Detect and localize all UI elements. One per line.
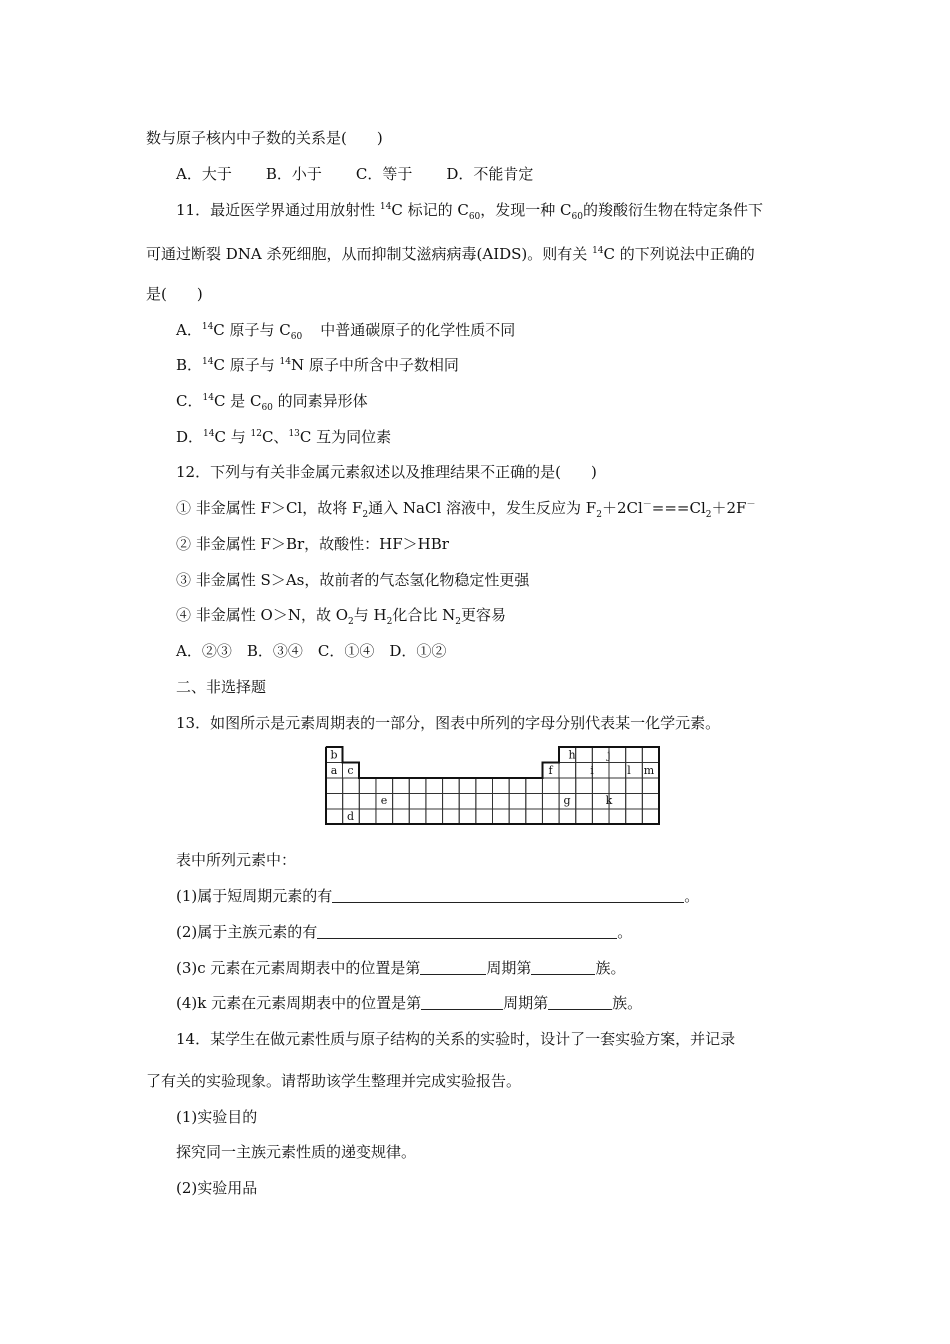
answer-blank[interactable] bbox=[332, 887, 684, 903]
table-cell bbox=[609, 778, 626, 794]
table-cell bbox=[409, 809, 426, 825]
table-cell bbox=[359, 809, 376, 825]
element-k: k bbox=[605, 794, 613, 807]
table-cell bbox=[426, 809, 443, 825]
table-cell bbox=[376, 809, 393, 825]
table-cell bbox=[592, 763, 609, 779]
table-cell bbox=[626, 747, 643, 763]
element-l: l bbox=[627, 764, 631, 777]
answer-blank[interactable] bbox=[317, 923, 617, 939]
q14-stem-line1: 14．某学生在做元素性质与原子结构的关系的实验时，设计了一套实验方案，并记录 bbox=[176, 1030, 736, 1048]
table-cell bbox=[509, 794, 526, 810]
table-cell bbox=[443, 778, 460, 794]
q10-option-d: D．不能肯定 bbox=[446, 165, 534, 183]
q12-statement-2: ② 非金属性 F＞Br，故酸性：HF＞HBr bbox=[176, 535, 449, 553]
table-cell bbox=[542, 778, 559, 794]
periodic-table-figure bbox=[325, 746, 660, 826]
section-heading: 二、非选择题 bbox=[176, 678, 267, 696]
table-cell bbox=[592, 809, 609, 825]
table-cell bbox=[443, 794, 460, 810]
q10-option-a: A．大于 bbox=[176, 165, 232, 183]
table-cell bbox=[509, 809, 526, 825]
table-cell bbox=[376, 778, 393, 794]
table-cell bbox=[576, 809, 593, 825]
answer-blank[interactable] bbox=[531, 959, 595, 975]
element-a: a bbox=[330, 764, 338, 777]
answer-blank[interactable] bbox=[548, 994, 612, 1010]
q11-stem-line3: 是( ) bbox=[146, 285, 203, 303]
table-cell bbox=[443, 809, 460, 825]
table-cell bbox=[642, 778, 659, 794]
q14-heading-purpose: (1)实验目的 bbox=[176, 1108, 258, 1126]
table-cell bbox=[559, 778, 576, 794]
element-d: d bbox=[346, 810, 355, 823]
element-j: j bbox=[607, 748, 611, 762]
table-cell bbox=[476, 794, 493, 810]
table-cell bbox=[359, 794, 376, 810]
q13-part-3: (3)c 元素在元素周期表中的位置是第 周期第 族。 bbox=[176, 959, 626, 977]
element-c: c bbox=[347, 764, 354, 777]
table-cell bbox=[326, 778, 343, 794]
table-cell bbox=[542, 794, 559, 810]
table-cell bbox=[493, 809, 510, 825]
table-cell bbox=[476, 778, 493, 794]
table-cell bbox=[626, 809, 643, 825]
q10-options bbox=[176, 164, 567, 184]
table-cell bbox=[476, 809, 493, 825]
q12-stem: 12．下列与有关非金属元素叙述以及推理结果不正确的是( ) bbox=[176, 463, 597, 481]
table-cell bbox=[493, 778, 510, 794]
q10-option-c: C．等于 bbox=[355, 165, 413, 183]
table-cell bbox=[343, 794, 360, 810]
table-cell bbox=[409, 794, 426, 810]
element-e: e bbox=[380, 794, 388, 807]
table-cell bbox=[509, 778, 526, 794]
table-cell bbox=[526, 778, 543, 794]
table-cell bbox=[426, 778, 443, 794]
table-cell bbox=[609, 747, 626, 763]
element-i: i bbox=[590, 764, 594, 777]
q11-option-c: C．$^{14}$C 是 $C_{60}$ 的同素异形体 bbox=[176, 392, 368, 413]
table-cell bbox=[359, 778, 376, 794]
q11-option-b: B．$^{14}$C 原子与 $^{14}$N 原子中所含中子数相同 bbox=[176, 356, 459, 374]
q12-statement-1: ① 非金属性 F＞Cl，故将 $F_2$通入 NaCl 溶液中，发生反应为 $F_2+2Cl^-===Cl_2+2F^-$ bbox=[176, 499, 756, 520]
element-f: f bbox=[548, 764, 553, 777]
table-cell bbox=[393, 778, 410, 794]
table-cell bbox=[592, 778, 609, 794]
q12-answer-options: A．②③ B．③④ C．①④ D．①② bbox=[176, 642, 447, 660]
table-cell bbox=[576, 747, 593, 763]
q11-stem-line1: 11．最近医学界通过用放射性 $^{14}$C 标记的 $C_{60}$，发现一种 $C_{60}$的羧酸衍生物在特定条件下 bbox=[176, 201, 763, 222]
table-cell bbox=[542, 809, 559, 825]
q11-stem-line2: 可通过断裂 DNA 杀死细胞，从而抑制艾滋病病毒(AIDS)。则有关 $^{14}$C 的下列说法中正确的 bbox=[146, 245, 755, 263]
q10-option-b: B．小于 bbox=[265, 165, 322, 183]
table-cell bbox=[609, 809, 626, 825]
table-cell bbox=[576, 794, 593, 810]
q13-intro: 表中所列元素中： bbox=[176, 851, 297, 869]
table-cell bbox=[526, 794, 543, 810]
table-cell bbox=[459, 794, 476, 810]
table-cell bbox=[626, 794, 643, 810]
table-cell bbox=[559, 809, 576, 825]
table-cell bbox=[409, 778, 426, 794]
element-b: b bbox=[330, 748, 338, 762]
q13-part-2: (2)属于主族元素的有 。 bbox=[176, 923, 633, 941]
q10-stem: 数与原子核内中子数的关系是( ) bbox=[146, 129, 383, 147]
table-cell bbox=[343, 778, 360, 794]
table-cell bbox=[642, 747, 659, 763]
table-cell bbox=[526, 809, 543, 825]
table-cell bbox=[609, 763, 626, 779]
table-cell bbox=[393, 809, 410, 825]
q13-stem: 13．如图所示是元素周期表的一部分，图表中所列的字母分别代表某一化学元素。 bbox=[176, 714, 721, 732]
table-cell bbox=[393, 794, 410, 810]
q12-statement-3: ③ 非金属性 S＞As，故前者的气态氢化物稳定性更强 bbox=[176, 571, 530, 589]
table-cell bbox=[459, 778, 476, 794]
q13-part-1: (1)属于短周期元素的有 。 bbox=[176, 887, 700, 905]
answer-blank[interactable] bbox=[421, 994, 503, 1010]
table-cell bbox=[626, 778, 643, 794]
q11-option-a: A．$^{14}$C 原子与 $C_{60}$ 中普通碳原子的化学性质不同 bbox=[176, 321, 516, 342]
table-cell bbox=[493, 794, 510, 810]
table-cell bbox=[459, 809, 476, 825]
q13-part-4: (4)k 元素在元素周期表中的位置是第 周期第 族。 bbox=[176, 994, 643, 1012]
q11-option-d: D．$^{14}$C 与 $^{12}$C、$^{13}$C 互为同位素 bbox=[176, 428, 392, 446]
table-cell bbox=[642, 794, 659, 810]
q12-statement-4: ④ 非金属性 O＞N，故 $O_2$与 $H_2$化合比 $N_2$更容易 bbox=[176, 606, 507, 627]
table-cell bbox=[559, 763, 576, 779]
table-cell bbox=[326, 794, 343, 810]
element-g: g bbox=[563, 794, 571, 807]
table-cell bbox=[576, 778, 593, 794]
answer-blank[interactable] bbox=[420, 959, 486, 975]
table-cell bbox=[426, 794, 443, 810]
table-cell bbox=[326, 809, 343, 825]
element-m: m bbox=[643, 764, 655, 777]
table-cell bbox=[642, 809, 659, 825]
q14-stem-line2: 了有关的实验现象。请帮助该学生整理并完成实验报告。 bbox=[146, 1072, 522, 1090]
q14-heading-materials: (2)实验用品 bbox=[176, 1179, 258, 1197]
element-h: h bbox=[568, 748, 576, 762]
q14-purpose-text: 探究同一主族元素性质的递变规律。 bbox=[176, 1143, 417, 1161]
